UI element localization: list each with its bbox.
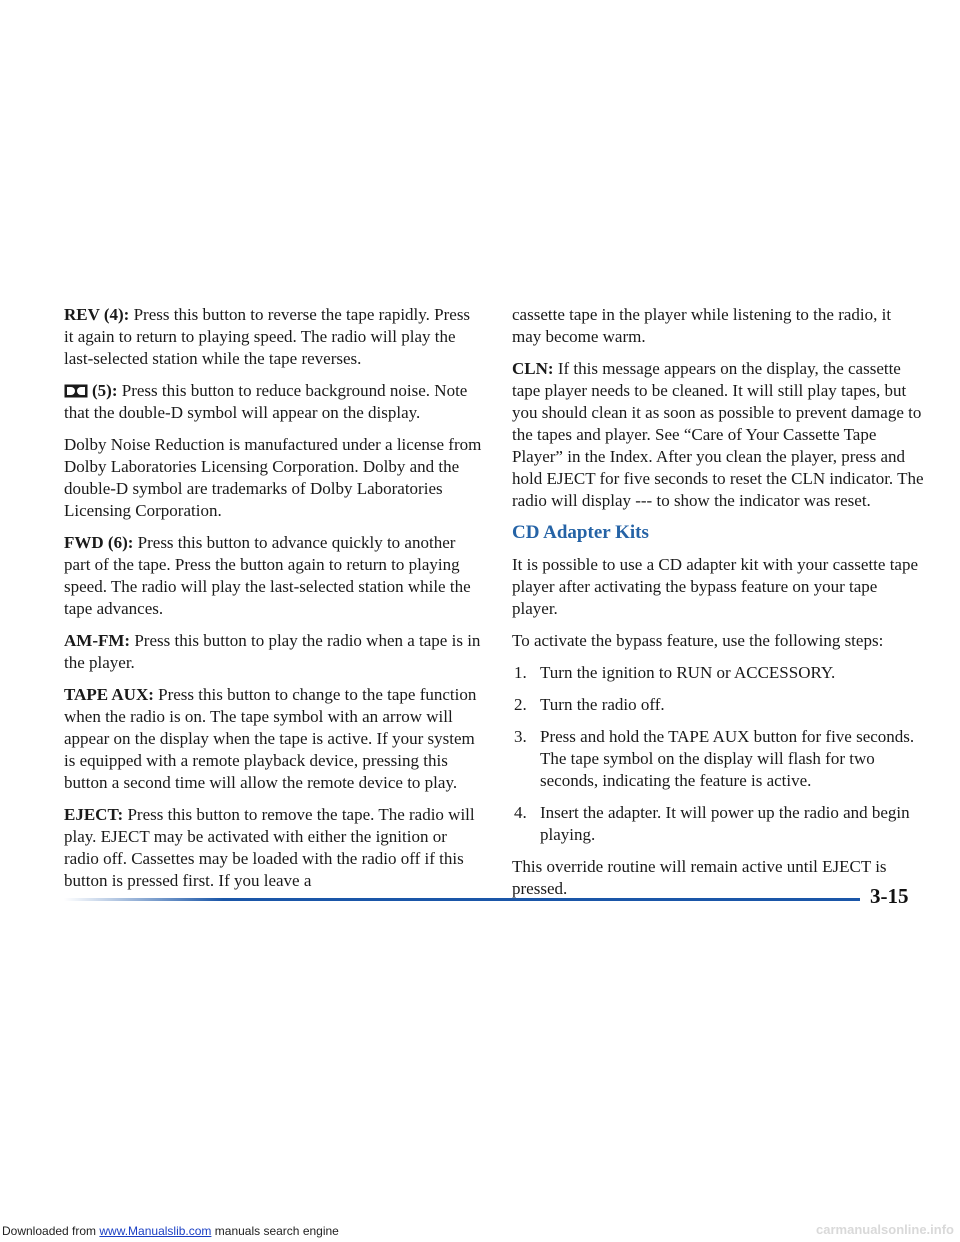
rev-paragraph <box>64 304 482 370</box>
manualslib-link[interactable]: www.Manualslib.com <box>99 1224 212 1238</box>
continuation-paragraph: cassette tape in the player while listening to the radio, it may become warm. <box>512 305 892 346</box>
am-fm-term: AM-FM: <box>64 631 131 650</box>
download-footer <box>2 1224 339 1238</box>
list-item <box>512 662 924 684</box>
dolby-paragraph <box>64 380 482 424</box>
step-text: Press and hold the TAPE AUX button for five seconds. The tape symbol on the display will flash for two seconds, indicating the feature is active. <box>540 727 915 790</box>
step-number: 3. <box>514 727 527 746</box>
am-fm-paragraph <box>64 630 482 674</box>
fwd-term: FWD (6): <box>64 533 134 552</box>
tape-aux-text: Press this button to change to the tape function when the radio is on. The tape symbol with an arrow will appear on the display when the tape is active. If your system is equipped with a remote playback device, pressing this button a second time will allow the remote device to play. <box>64 685 477 792</box>
cln-paragraph <box>512 358 924 512</box>
step-number: 2. <box>514 695 527 714</box>
eject-text: Press this button to remove the tape. The radio will play. EJECT may be activated with either the ignition or radio off. Cassettes may be loaded with the radio off if this button is pressed first. If you leave a <box>64 805 475 890</box>
list-item <box>512 802 924 846</box>
fwd-paragraph <box>64 532 482 620</box>
right-column <box>512 304 924 910</box>
eject-paragraph <box>64 804 482 892</box>
step-text: Turn the radio off. <box>540 695 665 714</box>
tape-aux-term: TAPE AUX: <box>64 685 154 704</box>
footer-rule <box>64 898 860 901</box>
list-item <box>512 726 924 792</box>
dolby-license-paragraph: Dolby Noise Reduction is manufactured under a license from Dolby Laboratories Licensing Corporation. Dolby and the double-D symbol are trademarks of Dolby Laboratories Licensing Corporation. <box>64 435 482 520</box>
step-text: Insert the adapter. It will power up the radio and begin playing. <box>540 803 910 844</box>
steps-intro: To activate the bypass feature, use the following steps: <box>512 631 884 650</box>
step-text: Turn the ignition to RUN or ACCESSORY. <box>540 663 836 682</box>
footer-suffix: manuals search engine <box>211 1224 339 1238</box>
step-number: 1. <box>514 663 527 682</box>
left-column <box>64 304 482 902</box>
dolby-term: (5): <box>92 381 118 400</box>
rev-text: Press this button to reverse the tape rapidly. Press it again to return to playing speed. The radio will play the last-selected station while the tape reverses. <box>64 305 471 368</box>
steps-list <box>512 662 924 846</box>
footer-prefix: Downloaded from <box>2 1224 100 1238</box>
tape-aux-paragraph <box>64 684 482 794</box>
dolby-double-d-icon <box>64 384 88 398</box>
fwd-text: Press this button to advance quickly to another part of the tape. Press the button again to return to playing speed. The radio will play the last-selected station while the tape advances. <box>64 533 471 618</box>
am-fm-text: Press this button to play the radio when a tape is in the player. <box>64 631 481 672</box>
rev-term: REV (4): <box>64 305 130 324</box>
intro-paragraph: It is possible to use a CD adapter kit with your cassette tape player after activating the bypass feature on your tape player. <box>512 555 919 618</box>
eject-term: EJECT: <box>64 805 124 824</box>
step-number: 4. <box>514 803 527 822</box>
cln-text: If this message appears on the display, the cassette tape player needs to be cleaned. It will still play tapes, but you should clean it as soon as possible to prevent damage to the tapes and player. See “Care of Your Cassette Tape Player” in the Index. After you clean the player, press and hold EJECT for five seconds to reset the CLN indicator. The radio will display --- to show the indicator was reset. <box>512 359 924 510</box>
list-item <box>512 694 924 716</box>
watermark: carmanualsonline.info <box>816 1222 954 1237</box>
dolby-text: Press this button to reduce background noise. Note that the double-D symbol will appear on the display. <box>64 381 468 422</box>
cln-term: CLN: <box>512 359 554 378</box>
closing-paragraph: This override routine will remain active until EJECT is pressed. <box>512 857 887 898</box>
section-heading: CD Adapter Kits <box>512 522 649 543</box>
page-number: 3-15 <box>870 884 909 908</box>
